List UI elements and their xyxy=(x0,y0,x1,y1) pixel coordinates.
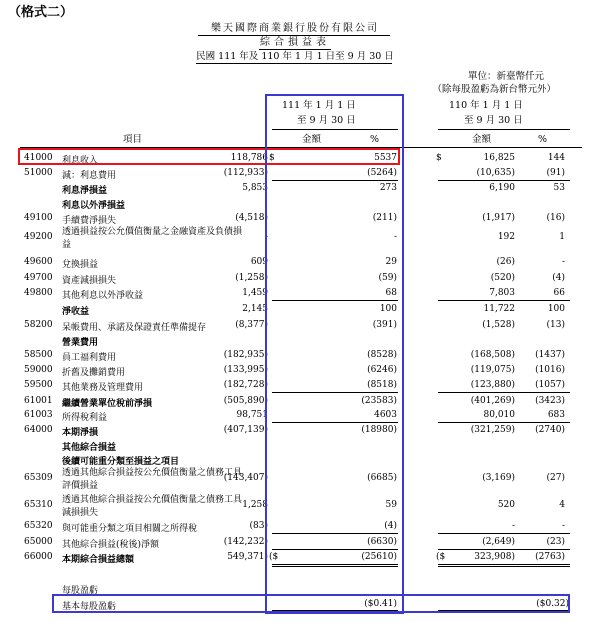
section-label: 每股盈虧 xyxy=(62,586,99,596)
eps-2022: ($0.41) xyxy=(364,599,397,609)
current-period-highlight-box xyxy=(265,94,404,614)
percent-2021: (4) xyxy=(552,273,565,283)
unit-note-eps: （除每股盈虧為新台幣元外） xyxy=(432,84,556,95)
percent-2022: - xyxy=(393,232,397,242)
amount-2021: 80,010 xyxy=(483,410,515,420)
account-code: 65309 xyxy=(24,473,53,483)
percent-2022: (6685) xyxy=(367,473,397,483)
amount-2022: (182,935) xyxy=(223,350,268,360)
amount-2021: (119,075) xyxy=(470,365,515,375)
amount-2021: (26) xyxy=(496,257,515,267)
dollar-sign: ($ xyxy=(436,552,446,562)
account-label: 其他業務及管理費用 xyxy=(62,383,144,393)
amount-header: 金額 xyxy=(472,134,492,145)
amount-2021: (321,259) xyxy=(470,425,515,435)
statement-title: 綜合損益表 xyxy=(260,37,330,48)
amount-2021: (168,508) xyxy=(470,350,515,360)
account-label: 透過其他綜合損益按公允價值衡量之債務工具評價損益 xyxy=(62,468,243,491)
percent-2021: (23) xyxy=(546,537,565,547)
amount-2022: (505,890) xyxy=(223,396,268,406)
account-code: 65310 xyxy=(24,500,53,510)
percent-2021: (1016) xyxy=(535,365,565,375)
percent-2021: 4 xyxy=(559,500,565,510)
account-label: 手續費淨損失 xyxy=(62,216,117,226)
amount-2021: 323,908) xyxy=(474,552,515,562)
percent-2021: 66 xyxy=(553,288,565,298)
amount-2022: (1,258) xyxy=(235,273,268,283)
amount-2022: (83) xyxy=(249,521,268,531)
percent-2022: (59) xyxy=(378,273,397,283)
amount-2022: (8,377) xyxy=(235,320,268,330)
account-code: 58500 xyxy=(24,350,53,360)
amount-2022: (182,728) xyxy=(223,380,268,390)
dollar-sign: ($ xyxy=(269,552,279,562)
account-label: 基本每股盈虧 xyxy=(62,602,117,612)
eps-2021: ($0.32) xyxy=(536,599,569,609)
account-code: 49800 xyxy=(24,288,53,298)
percent-2021: 53 xyxy=(553,183,565,193)
unit-note: 單位：新臺幣仟元 xyxy=(467,71,544,82)
dollar-sign: $ xyxy=(436,153,442,163)
amount-2021: (2,649) xyxy=(482,537,515,547)
account-code: 49100 xyxy=(24,213,53,223)
account-code: 59000 xyxy=(24,365,53,375)
amount-2021: (3,169) xyxy=(482,473,515,483)
percent-2022: 29 xyxy=(385,257,397,267)
percent-2021: (3423) xyxy=(535,396,565,406)
percent-2021: (1437) xyxy=(535,350,565,360)
account-label: 其他綜合損益(稅後)淨額 xyxy=(62,540,160,550)
percent-2021: (16) xyxy=(546,213,565,223)
amount-2022: 609 xyxy=(250,257,268,267)
percent-2022: (8528) xyxy=(367,350,397,360)
company-name: 樂天國際商業銀行股份有限公司 xyxy=(211,23,379,34)
amount-2022: (143,407) xyxy=(223,473,268,483)
percent-2022: 273 xyxy=(379,183,397,193)
amount-2021: (1,528) xyxy=(482,320,515,330)
account-label: 本期淨損 xyxy=(62,428,99,438)
amount-2021: (1,917) xyxy=(482,213,515,223)
account-code: 61001 xyxy=(24,396,53,406)
account-code: 61003 xyxy=(24,410,53,420)
percent-2021: 144 xyxy=(547,153,565,163)
double-rule xyxy=(438,564,570,565)
account-code: 51000 xyxy=(24,168,53,178)
amount-2021: - xyxy=(511,521,515,531)
account-label: 減：利息費用 xyxy=(62,171,117,181)
account-label: 透過其他綜合損益按公允價值衡量之債務工具減損損失 xyxy=(62,495,243,518)
account-label: 與可能重分類之項目相關之所得稅 xyxy=(62,524,198,534)
account-label: 繼續營業單位稅前淨損 xyxy=(62,399,153,409)
account-code: 49700 xyxy=(24,273,53,283)
percent-2022: (25610) xyxy=(361,552,397,562)
subtotal-rule xyxy=(438,422,570,423)
account-code: 66000 xyxy=(24,552,53,562)
percent-2021: (2763) xyxy=(535,552,565,562)
amount-2022: 1,258 xyxy=(242,500,268,510)
period-2022-line1: 111 年 1 月 1 日 xyxy=(282,100,356,111)
percent-header: % xyxy=(538,134,548,145)
statement-period: 民國 111 年及 110 年 1 月 1 日至 9 月 30 日 xyxy=(196,51,394,62)
section-label: 其他綜合損益 xyxy=(62,443,117,453)
format-label: （格式二） xyxy=(8,5,74,20)
percent-2022: 59 xyxy=(385,500,397,510)
account-label: 所得稅利益 xyxy=(62,413,108,423)
account-label: 透過損益按公允價值衡量之金融資產及負債損益 xyxy=(62,227,243,250)
account-code: 65000 xyxy=(24,537,53,547)
percent-2021: (2740) xyxy=(535,425,565,435)
percent-2022: (8518) xyxy=(367,380,397,390)
account-code: 49200 xyxy=(24,232,53,242)
amount-2021: 520 xyxy=(497,500,515,510)
amount-2022: (112,933) xyxy=(223,168,268,178)
amount-2022: (142,232) xyxy=(223,537,268,547)
amount-2022: - xyxy=(264,232,268,242)
percent-2022: 68 xyxy=(385,288,397,298)
period-2022-line2: 至 9 月 30 日 xyxy=(297,115,356,126)
amount-header: 金額 xyxy=(302,134,322,145)
double-rule xyxy=(438,566,570,567)
percent-2022: 5537 xyxy=(374,153,397,163)
amount-2022: 549,371) xyxy=(227,552,268,562)
period-2021-line2: 至 9 月 30 日 xyxy=(464,115,523,126)
amount-2021: 16,825 xyxy=(483,153,515,163)
title-underline xyxy=(196,63,392,64)
amount-2022: 118,786 xyxy=(230,153,268,163)
title-underline xyxy=(259,49,331,50)
percent-2022: (391) xyxy=(372,320,397,330)
account-label: 折舊及攤銷費用 xyxy=(62,368,126,378)
amount-2021: 192 xyxy=(497,232,515,242)
subtotal-rule xyxy=(438,180,570,181)
subtotal-rule xyxy=(438,533,570,534)
percent-2022: 4603 xyxy=(374,410,397,420)
account-label: 資產減損損失 xyxy=(62,276,117,286)
dollar-sign: $ xyxy=(269,153,275,163)
percent-2021: (27) xyxy=(546,473,565,483)
account-code: 58200 xyxy=(24,320,53,330)
percent-2021: 1 xyxy=(559,232,565,242)
percent-2022: (6246) xyxy=(367,365,397,375)
amount-2022: 1,459 xyxy=(242,288,268,298)
section-label: 營業費用 xyxy=(62,338,99,348)
account-label: 淨收益 xyxy=(62,307,90,317)
amount-2021: (123,880) xyxy=(470,380,515,390)
percent-2022: 100 xyxy=(379,304,397,314)
percent-2021: (91) xyxy=(546,168,565,178)
amount-2021: (520) xyxy=(490,273,515,283)
amount-2021: 11,722 xyxy=(483,304,515,314)
account-label: 呆帳費用、承諾及保證責任準備提存 xyxy=(62,323,207,333)
account-code: 49600 xyxy=(24,257,53,267)
account-label: 兌換損益 xyxy=(62,260,99,270)
account-label: 利息收入 xyxy=(62,156,99,166)
section-label: 後續可能重分類至損益之項目 xyxy=(62,457,180,467)
percent-2022: (211) xyxy=(372,213,397,223)
account-code: 59500 xyxy=(24,380,53,390)
amount-2022: (407,139) xyxy=(223,425,268,435)
amount-2022: 2,145 xyxy=(242,304,268,314)
subtotal-rule xyxy=(438,392,570,393)
amount-2022: (133,995) xyxy=(223,365,268,375)
amount-2021: (10,635) xyxy=(476,168,515,178)
amount-2022: (4,518) xyxy=(235,213,268,223)
percent-2021: 683 xyxy=(547,410,565,420)
percent-header: % xyxy=(370,134,380,145)
subtotal-rule xyxy=(438,549,570,550)
account-code: 65320 xyxy=(24,521,53,531)
title-underline xyxy=(198,35,390,36)
subtotal-rule xyxy=(438,300,570,301)
amount-2021: (401,269) xyxy=(470,396,515,406)
percent-2022: (6630) xyxy=(367,537,397,547)
account-label: 其他利息以外淨收益 xyxy=(62,291,144,301)
percent-2022: (18980) xyxy=(361,425,397,435)
percent-2022: (5264) xyxy=(367,168,397,178)
account-label: 利息淨損益 xyxy=(62,186,108,196)
amount-2021: 6,190 xyxy=(489,183,515,193)
percent-2021: - xyxy=(561,521,565,531)
period-2021-line1: 110 年 1 月 1 日 xyxy=(449,100,523,111)
amount-2022: 98,751 xyxy=(236,410,268,420)
percent-2021: (1057) xyxy=(535,380,565,390)
percent-2022: (4) xyxy=(384,521,397,531)
account-label: 員工福利費用 xyxy=(62,353,117,363)
account-code: 64000 xyxy=(24,425,53,435)
header-rule xyxy=(438,129,570,130)
account-label: 本期綜合損益總額 xyxy=(62,555,135,565)
amount-2021: 7,803 xyxy=(489,288,515,298)
percent-2022: (23583) xyxy=(361,396,397,406)
percent-2021: 100 xyxy=(547,304,565,314)
percent-2021: - xyxy=(561,257,565,267)
item-header: 項目 xyxy=(123,134,143,145)
percent-2021: (13) xyxy=(546,320,565,330)
eps-highlight-box xyxy=(52,594,570,613)
section-label: 利息以外淨損益 xyxy=(62,201,126,211)
amount-2022: 5,853 xyxy=(242,183,268,193)
account-code: 41000 xyxy=(24,153,53,163)
